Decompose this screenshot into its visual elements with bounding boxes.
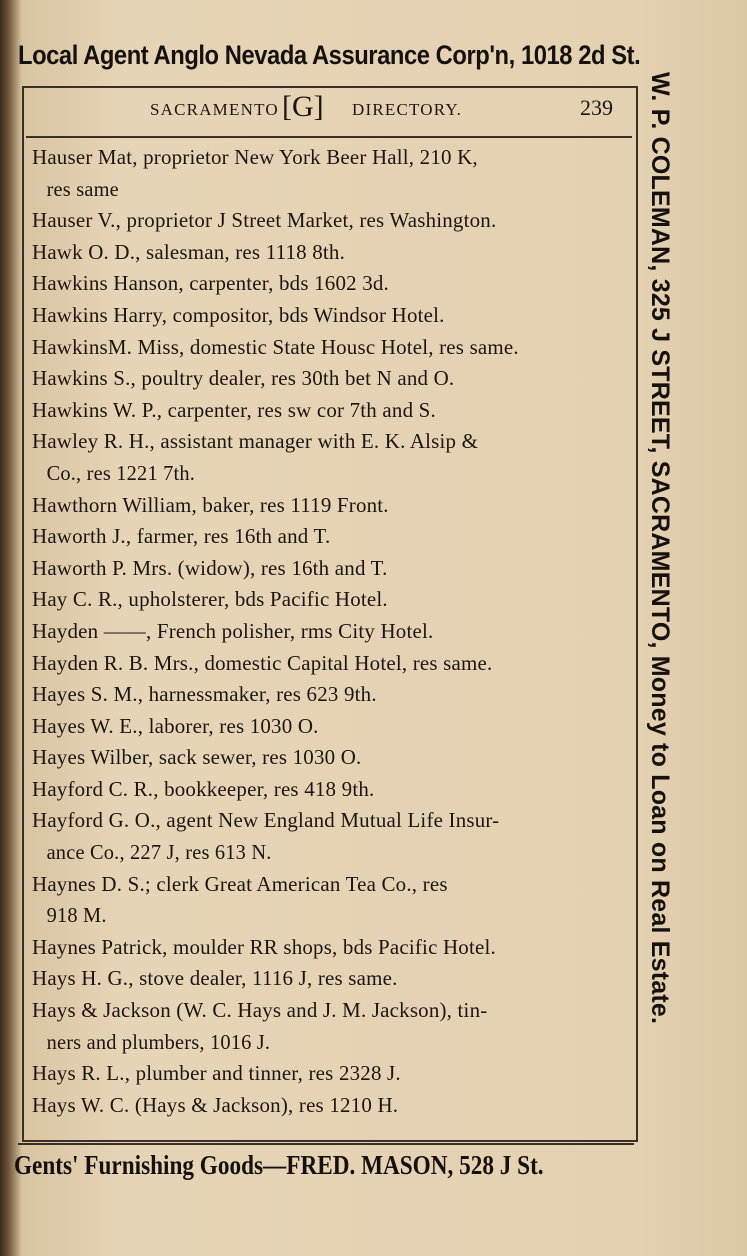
running-head-city: SACRAMENTO xyxy=(150,100,279,119)
directory-entry-line: Hauser Mat, proprietor New York Beer Hall, 210 K, xyxy=(32,145,478,169)
entry-continuation-line: ners and plumbers, 1016 J. xyxy=(46,1029,271,1054)
footer-rule xyxy=(18,1143,634,1145)
directory-entry-line: Hawk O. D., salesman, res 1118 8th. xyxy=(32,239,346,264)
entry-continuation-line: ance Co., 227 J, res 613 N. xyxy=(46,840,272,865)
entry-continuation-line: Co., res 1221 7th. xyxy=(46,460,196,485)
directory-entry-line: Hawthorn William, baker, res 1119 Front. xyxy=(32,492,389,517)
bottom-advertisement: Gents' Furnishing Goods—FRED. MASON, 528 J St. xyxy=(14,1150,544,1180)
side-advertisement xyxy=(640,72,680,1144)
directory-entry-line: Hayes S. M., harnessmaker, res 623 9th. xyxy=(32,682,377,707)
directory-entry-line: Hays R. L., plumber and tinner, res 2328 J. xyxy=(32,1061,401,1086)
entry-continuation-line: 918 M. xyxy=(46,903,107,928)
directory-entry-line: Hawkins Harry, compositor, bds Windsor Hotel. xyxy=(32,302,445,327)
directory-entry-line: Hawkins W. P., carpenter, res sw cor 7th and S. xyxy=(32,397,436,422)
directory-entry-line: Hayes W. E., laborer, res 1030 O. xyxy=(32,713,319,738)
directory-entry-line: Hawkins Hanson, carpenter, bds 1602 3d. xyxy=(32,271,389,296)
running-head xyxy=(150,92,620,128)
entry-continuation-line: res same xyxy=(46,176,119,201)
directory-entry-line: Haynes D. S.; clerk Great American Tea Co., res xyxy=(32,871,448,896)
directory-entry-line: Hauser V., proprietor J Street Market, res Washington. xyxy=(32,208,497,233)
running-head-title: DIRECTORY. xyxy=(352,100,463,119)
directory-entry-line: Hawkins S., poultry dealer, res 30th bet N and O. xyxy=(32,366,455,391)
directory-entry-line: Hayden R. B. Mrs., domestic Capital Hotel, res same. xyxy=(32,650,493,675)
directory-entry-line: Hayden ——, French polisher, rms City Hotel. xyxy=(32,618,434,643)
directory-entry-line: Hawley R. H., assistant manager with E. K. Alsip & xyxy=(32,429,479,454)
directory-entries xyxy=(32,142,622,1121)
directory-entry-line: Hays & Jackson (W. C. Hays and J. M. Jackson), tin- xyxy=(32,998,488,1023)
side-advertisement-text: W. P. COLEMAN, 325 J STREET, SACRAMENTO, Money to Loan on Real Estate. xyxy=(646,72,674,1025)
directory-entry-line: Hayford C. R., bookkeeper, res 418 9th. xyxy=(32,776,375,801)
directory-entry-line: Hayford G. O., agent New England Mutual Life Insur- xyxy=(32,808,500,833)
directory-entry-line: Hays H. G., stove dealer, 1116 J, res same. xyxy=(32,966,398,991)
directory-entry-line: Haworth J., farmer, res 16th and T. xyxy=(32,524,331,549)
top-advertisement: Local Agent Anglo Nevada Assurance Corp'n, 1018 2d St. xyxy=(18,40,641,70)
directory-entry-line: HawkinsM. Miss, domestic State Housc Hotel, res same. xyxy=(32,334,519,359)
directory-entry-line: Hay C. R., upholsterer, bds Pacific Hotel. xyxy=(32,587,388,612)
header-rule xyxy=(26,136,632,138)
running-head-letter: [G] xyxy=(282,90,324,123)
directory-entry-line: Hayes Wilber, sack sewer, res 1030 O. xyxy=(32,745,362,770)
directory-entry-line: Haynes Patrick, moulder RR shops, bds Pacific Hotel. xyxy=(32,934,496,959)
page-number: 239 xyxy=(580,95,613,120)
directory-entry-line: Haworth P. Mrs. (widow), res 16th and T. xyxy=(32,555,388,580)
directory-entry-line: Hays W. C. (Hays & Jackson), res 1210 H. xyxy=(32,1092,399,1117)
